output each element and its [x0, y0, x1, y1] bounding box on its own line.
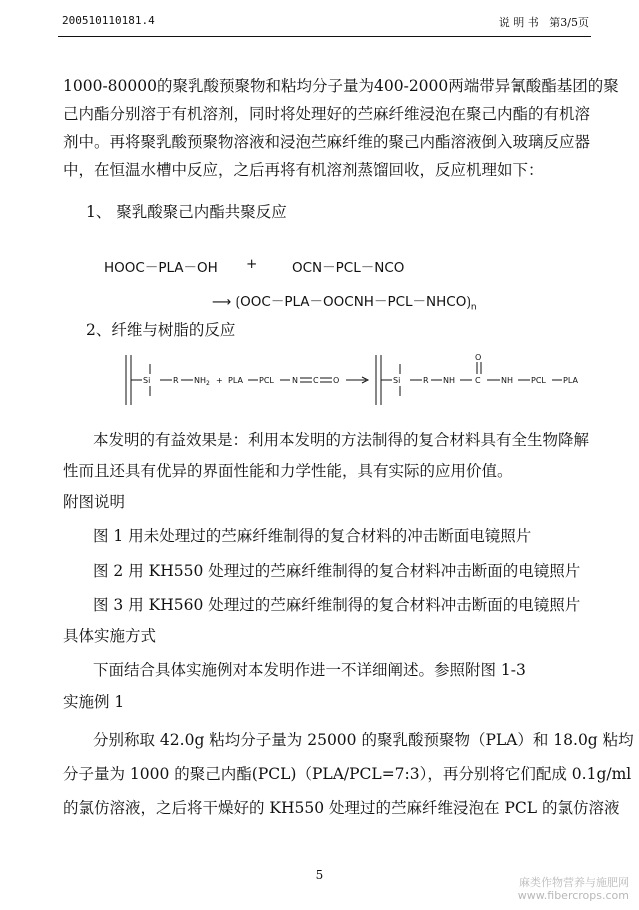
atom-si: Si	[143, 376, 151, 385]
atom-n: N	[292, 376, 298, 385]
figure-1-caption: 图 1 用未处理过的苎麻纤维制得的复合材料的冲击断面电镜照片	[93, 527, 532, 545]
eq1-reactant-a: HOOC－PLA－OH	[104, 260, 218, 276]
section-title: 说 明 书	[498, 16, 539, 29]
item-2-heading: 2、纤维与树脂的反应	[86, 321, 236, 339]
eq1-product	[212, 290, 477, 313]
plus-sign: +	[216, 376, 223, 385]
embodiment-heading: 具体实施方式	[63, 627, 157, 645]
label-pla-2: PLA	[563, 376, 578, 385]
watermark	[518, 876, 629, 902]
label-pla: PLA	[228, 376, 243, 385]
intro-line-1: 1000-80000的聚乳酸预聚物和粘均分子量为400-2000两端带异氰酸酯基团的聚	[63, 77, 619, 95]
eq1-plus: +	[246, 256, 258, 272]
atom-r: R	[173, 376, 179, 385]
figures-heading: 附图说明	[63, 493, 126, 511]
atom-nh2-sub: 2	[206, 380, 210, 387]
reaction-2-scheme	[120, 350, 580, 410]
embodiment-intro: 下面结合具体实施例对本发明作进一不详细阐述。参照附图 1-3	[93, 661, 526, 679]
page-number: 5	[315, 868, 324, 882]
group-nh2	[194, 376, 210, 387]
intro-line-2: 己内酯分别溶于有机溶剂，同时将处理好的苎麻纤维浸泡在聚己内酯的有机溶	[63, 105, 591, 123]
label-pcl-2: PCL	[531, 376, 546, 385]
example-heading: 实施例 1	[63, 693, 125, 711]
atom-c-2: C	[475, 376, 481, 385]
watermark-title: 麻类作物营养与施肥网	[519, 876, 629, 889]
atom-nh-b: NH	[501, 376, 513, 385]
atom-si-2: Si	[393, 376, 401, 385]
intro-line-4: 中，在恒温水槽中反应，之后再将有机溶剂蒸馏回收，反应机理如下：	[63, 161, 544, 179]
atom-o: O	[333, 376, 340, 385]
item-1-heading: 1、 聚乳酸聚己内酯共聚反应	[86, 203, 287, 221]
atom-nh: NH	[194, 376, 206, 385]
label-pcl: PCL	[259, 376, 274, 385]
example-line-2: 分子量为 1000 的聚己内酯(PCL)（PLA/PCL=7:3），再分别将它们配成 0.1g/ml	[63, 765, 632, 783]
benefit-line-2: 性而且还具有优异的界面性能和力学性能，具有实际的应用价值。	[63, 462, 513, 480]
watermark-url: www.fibercrops.com	[517, 889, 629, 902]
atom-nh-a: NH	[443, 376, 455, 385]
eq1-product-formula: ⟶ ⟮OOC－PLA－OOCNH－PCL－NHCO⟯	[212, 294, 471, 310]
document-id: 200510110181.4	[62, 14, 155, 27]
example-line-1: 分别称取 42.0g 粘均分子量为 25000 的聚乳酸预聚物（PLA）和 18.0g 粘均	[93, 731, 634, 749]
eq1-reactant-b: OCN－PCL－NCO	[292, 260, 405, 276]
atom-o-top: O	[475, 353, 482, 362]
header-rule	[58, 36, 591, 37]
benefit-line-1: 本发明的有益效果是：利用本发明的方法制得的复合材料具有全生物降解	[93, 431, 590, 449]
atom-r-2: R	[423, 376, 429, 385]
figure-2-caption: 图 2 用 KH550 处理过的苎麻纤维制得的复合材料冲击断面的电镜照片	[93, 562, 581, 580]
intro-line-3: 剂中。再将聚乳酸预聚物溶液和浸泡苎麻纤维的聚己内酯溶液倒入玻璃反应器	[63, 133, 591, 151]
example-line-3: 的氯仿溶液，之后将干燥好的 KH550 处理过的苎麻纤维浸泡在 PCL 的氯仿溶液	[63, 799, 620, 817]
header-section	[499, 14, 589, 30]
figure-3-caption: 图 3 用 KH560 处理过的苎麻纤维制得的复合材料冲击断面的电镜照片	[93, 596, 581, 614]
atom-c: C	[313, 376, 319, 385]
eq1-subscript: n	[470, 302, 477, 313]
page-info: 第3/5页	[549, 16, 589, 29]
